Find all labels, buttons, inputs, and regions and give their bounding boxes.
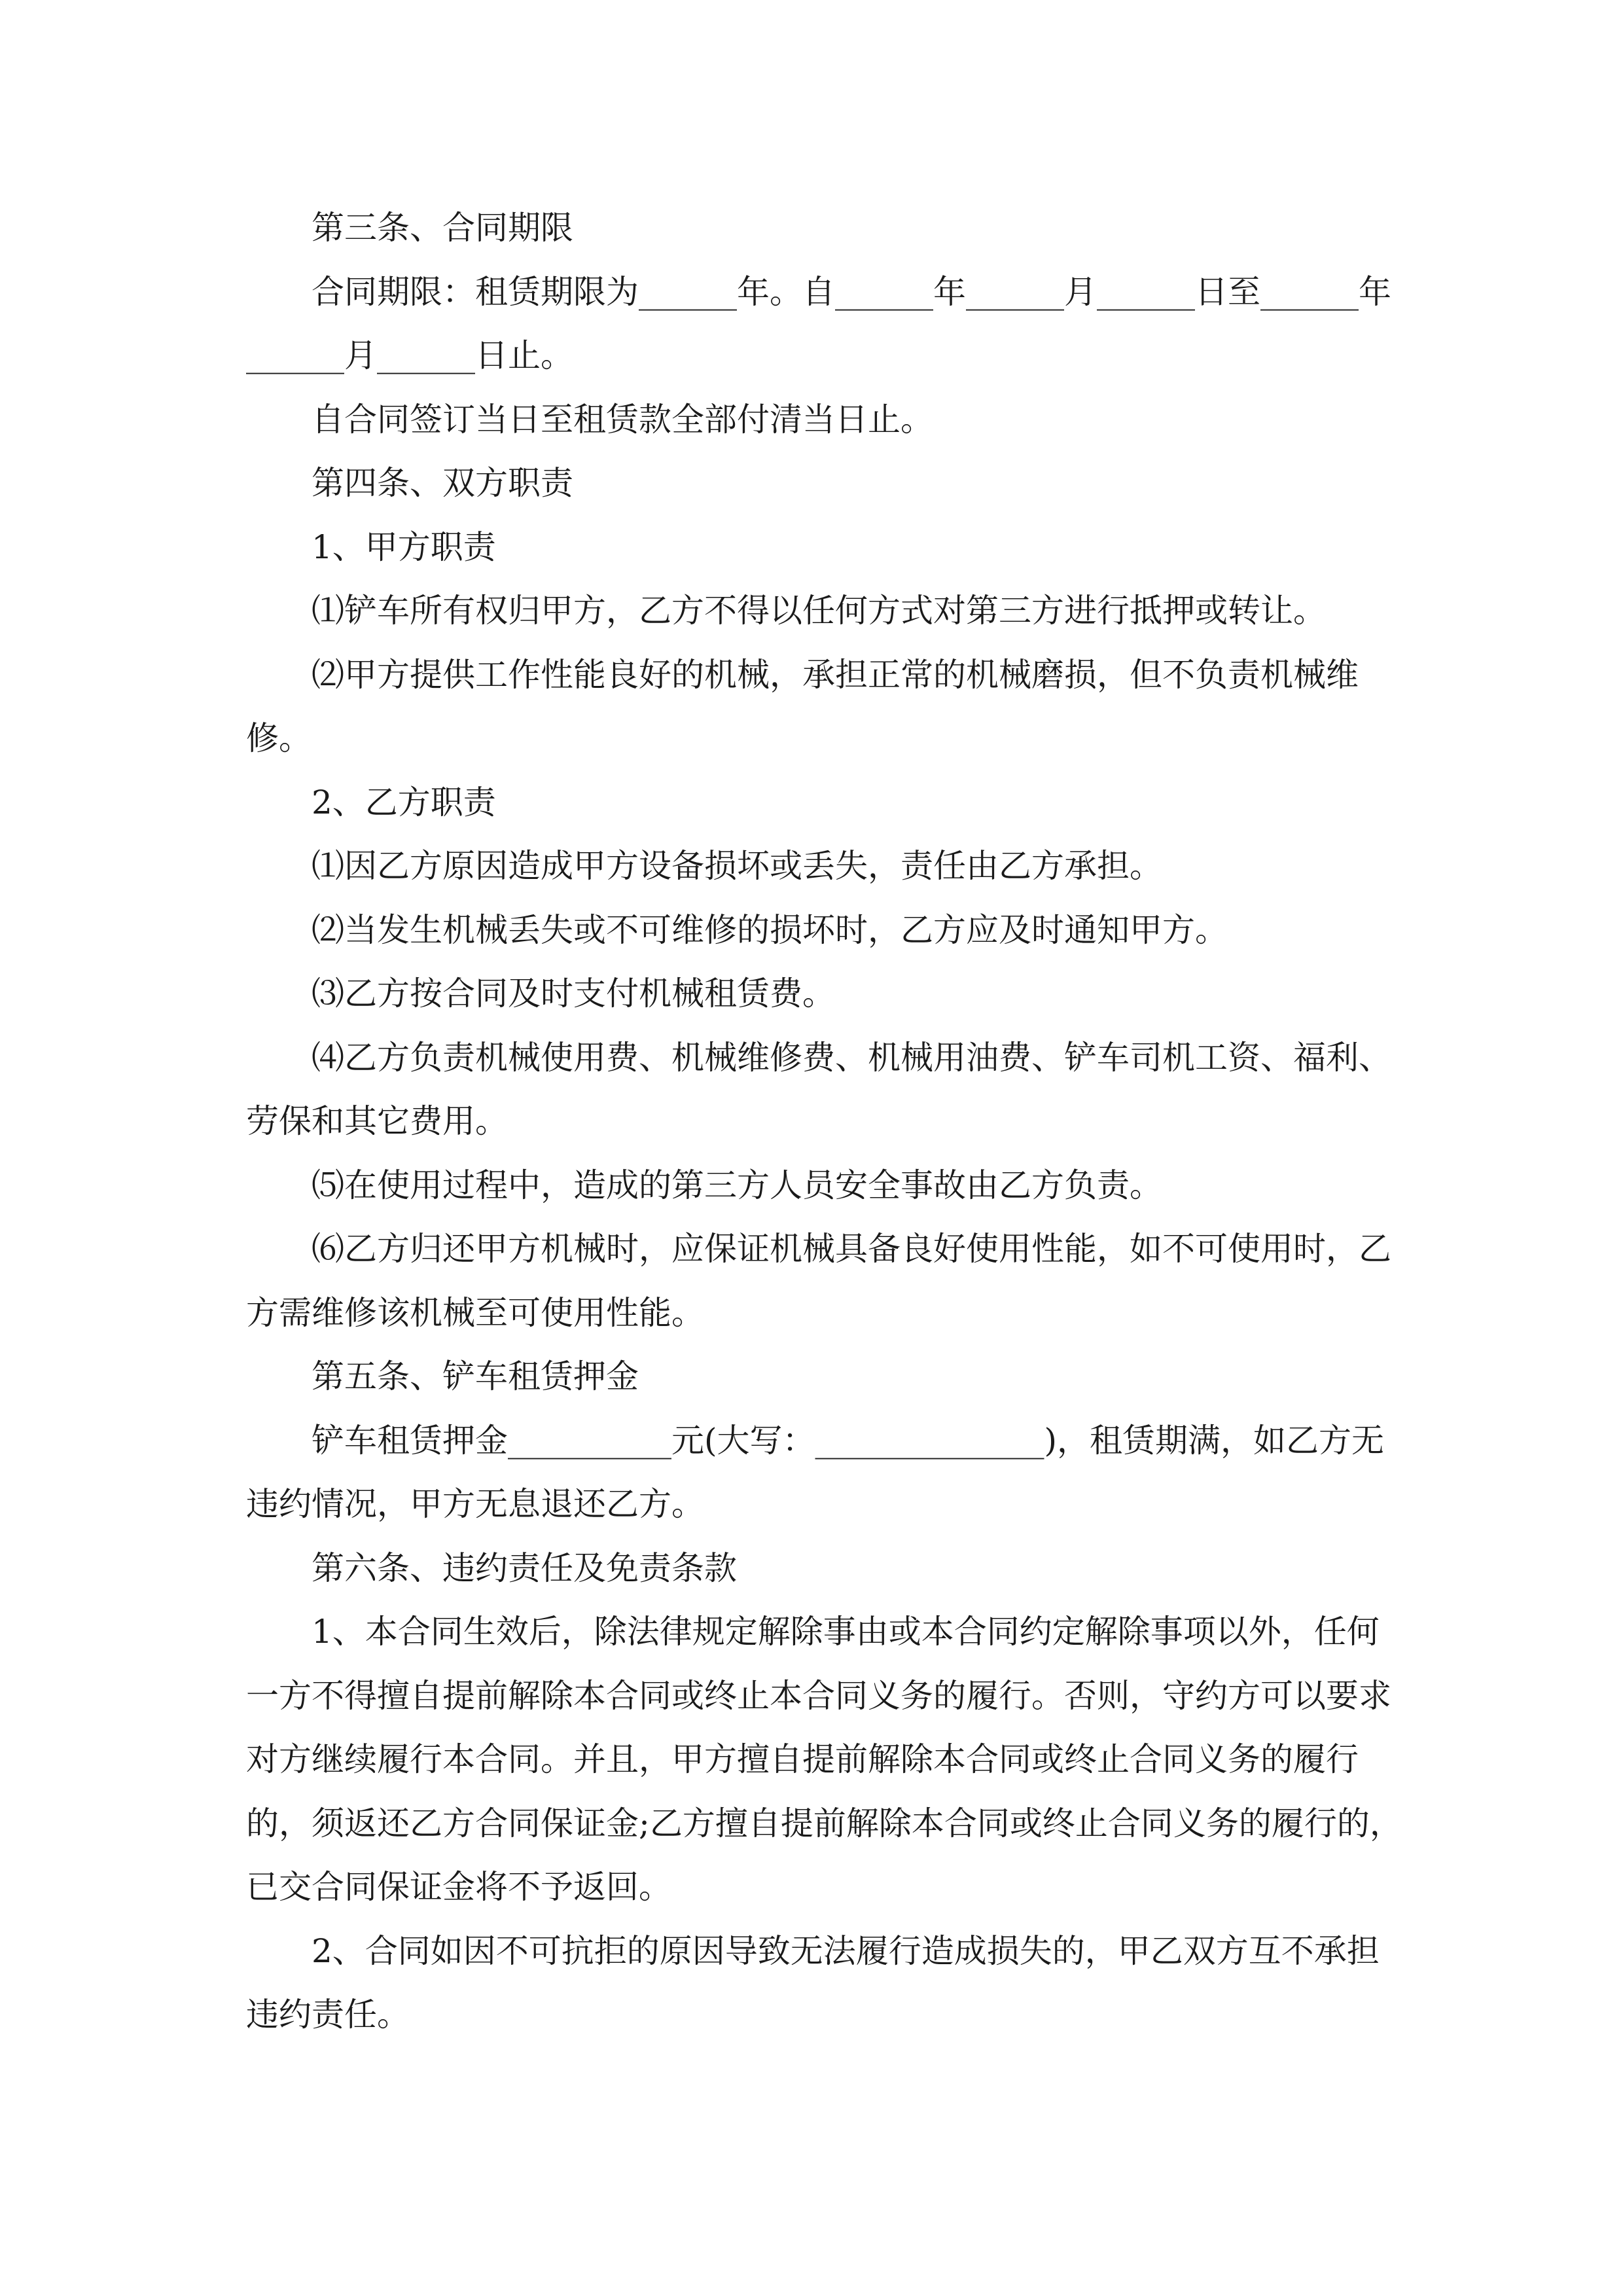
- party-b-duty-2: ⑵当发生机械丢失或不可维修的损坏时，乙方应及时通知甲方。: [312, 910, 1228, 949]
- party-a-duty-2: ⑵甲方提供工作性能良好的机械，承担正常的机械磨损，但不负责机械维修。: [246, 655, 1359, 757]
- breach-clause-2: 2、合同如因不可抗拒的原因导致无法履行造成损失的，甲乙双方互不承担违约责任。: [246, 1931, 1380, 2034]
- article-5-heading: 第五条、铲车租赁押金: [312, 1357, 639, 1395]
- payment-term-paragraph: 自合同签订当日至租赁款全部付清当日止。: [312, 400, 933, 439]
- document-body: [246, 196, 1404, 2047]
- breach-clause-1: 1、本合同生效后，除法律规定解除事由或本合同约定解除事项以外，任何一方不得擅自提前解除本合同或终止本合同义务的履行。否则，守约方可以要求对方继续履行本合同。并且，甲方擅自提前解除本合同或终止合同义务的履行的，须返还乙方合同保证金;乙方擅自提前解除本合同或终止合同义务的履行的，已交合同保证金将不予返回。: [246, 1613, 1402, 1906]
- party-b-duties-heading: 2、乙方职责: [312, 783, 496, 821]
- article-4-heading: 第四条、双方职责: [312, 464, 573, 502]
- article-6-heading: 第六条、违约责任及免责条款: [312, 1549, 737, 1587]
- contract-term-paragraph: 合同期限：租赁期限为______年。自______年______月______日至______年______月______日止。: [246, 272, 1391, 374]
- party-a-duties-heading: 1、甲方职责: [312, 528, 496, 566]
- party-b-duty-5: ⑸在使用过程中，造成的第三方人员安全事故由乙方负责。: [312, 1166, 1162, 1204]
- party-b-duty-4: ⑷乙方负责机械使用费、机械维修费、机械用油费、铲车司机工资、福利、劳保和其它费用。: [246, 1038, 1391, 1140]
- deposit-paragraph: 铲车租赁押金__________元(大写：______________)，租赁期满，如乙方无违约情况，甲方无息退还乙方。: [246, 1421, 1385, 1523]
- party-a-duty-1: ⑴铲车所有权归甲方，乙方不得以任何方式对第三方进行抵押或转让。: [312, 592, 1326, 630]
- article-3-heading: 第三条、合同期限: [312, 209, 573, 247]
- party-b-duty-3: ⑶乙方按合同及时支付机械租赁费。: [312, 975, 835, 1013]
- party-b-duty-1: ⑴因乙方原因造成甲方设备损坏或丢失，责任由乙方承担。: [312, 847, 1162, 885]
- party-b-duty-6: ⑹乙方归还甲方机械时，应保证机械具备良好使用性能，如不可使用时，乙方需维修该机械至可使用性能。: [246, 1230, 1391, 1332]
